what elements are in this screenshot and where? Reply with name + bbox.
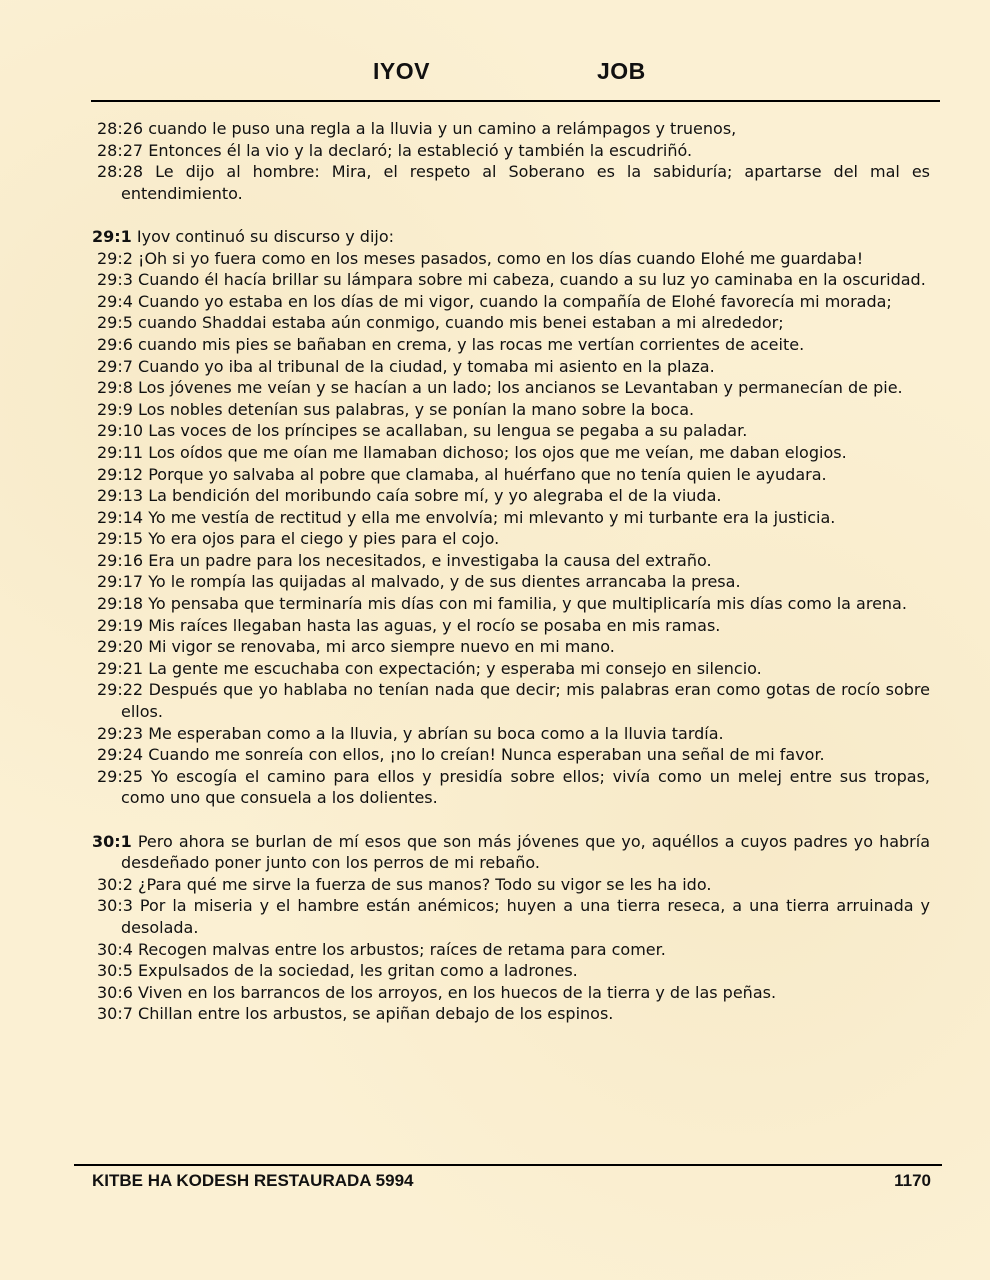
verse (97, 571, 930, 593)
verse-text: Por la miseria y el hambre están anémicos; huyen a una tierra reseca, a una tierra arruinada y desolada. (121, 896, 930, 937)
verse (97, 312, 930, 334)
verse-text: La bendición del moribundo caía sobre mí, y yo alegraba el de la viuda. (148, 486, 722, 506)
verse-ref: 28:26 (97, 119, 144, 138)
verse (97, 442, 930, 464)
verse (97, 420, 930, 442)
verse-text: cuando Shaddai estaba aún conmigo, cuando mis benei estaban a mi alrededor; (138, 313, 784, 333)
verse (97, 118, 930, 140)
verse (97, 593, 930, 615)
verse-text: Me esperaban como a la lluvia, y abrían su boca como a la lluvia tardía. (148, 723, 724, 743)
verse (97, 399, 930, 421)
verse-text: Mi vigor se renovaba, mi arco siempre nuevo en mi mano. (148, 637, 615, 657)
verse (97, 464, 930, 486)
verse (97, 636, 930, 658)
verse (97, 334, 930, 356)
verse (97, 766, 930, 809)
verse-ref: 29:3 (97, 270, 133, 290)
verse-ref: 29:10 (97, 421, 144, 441)
verse (97, 744, 930, 766)
verse-ref: 30:7 (97, 1004, 133, 1024)
verse (97, 615, 930, 637)
verse-ref: 29:16 (97, 550, 144, 570)
verse-text: Expulsados de la sociedad, les gritan como a ladrones. (138, 961, 578, 981)
scripture-text (92, 118, 931, 1025)
verse-text: Le dijo al hombre: Mira, el respeto al Soberano es la sabiduría; apartarse del mal es entendimiento. (121, 162, 930, 203)
verse (97, 895, 930, 938)
verse-text: Cuando yo iba al tribunal de la ciudad, y tomaba mi asiento en la plaza. (138, 356, 715, 376)
verse-ref: 30:4 (97, 939, 133, 959)
verse-ref: 28:28 (97, 162, 144, 182)
verse-ref: 28:27 (97, 140, 144, 160)
verse-ref: 30:6 (97, 982, 133, 1002)
verse-text: ¿Para qué me sirve la fuerza de sus manos? Todo su vigor se les ha ido. (138, 874, 712, 894)
chapter-start-verse (92, 831, 930, 874)
verse-ref: 30:5 (97, 961, 133, 981)
verse-ref: 29:20 (97, 637, 144, 657)
verse-text: Recogen malvas entre los arbustos; raíces de retama para comer. (138, 939, 666, 959)
chapter-verse-ref: 29:1 (92, 226, 132, 246)
verse-ref: 29:12 (97, 464, 144, 484)
page-number: 1170 (894, 1171, 931, 1190)
verse-text: Yo pensaba que terminaría mis días con mi familia, y que multiplicaría mis días como la arena. (148, 594, 907, 614)
verse (97, 982, 930, 1004)
verse-ref: 29:17 (97, 572, 144, 592)
verse-ref: 29:7 (97, 356, 133, 376)
footer-book-title: KITBE HA KODESH RESTAURADA 5994 (92, 1171, 414, 1190)
verse-ref: 29:14 (97, 507, 144, 527)
footer-divider (74, 1164, 942, 1166)
chapter-start-verse (92, 226, 930, 248)
verse-ref: 29:5 (97, 313, 133, 333)
verse-text: La gente me escuchaba con expectación; y esperaba mi consejo en silencio. (148, 658, 762, 678)
verse (97, 269, 930, 291)
book-title: JOB (597, 58, 646, 84)
verse-ref: 29:23 (97, 723, 144, 743)
verse-text: Pero ahora se burlan de mí esos que son más jóvenes que yo, aquéllos a cuyos padres yo habría desdeñado poner junto con los perros de mi rebaño. (121, 831, 930, 873)
verse-text: Yo era ojos para el ciego y pies para el cojo. (148, 529, 500, 549)
verse-text: Porque yo salvaba al pobre que clamaba, al huérfano que no tenía quien le ayudara. (148, 464, 827, 484)
verse-text: Chillan entre los arbustos, se apiñan debajo de los espinos. (138, 1004, 614, 1024)
verse (97, 485, 930, 507)
verse (97, 723, 930, 745)
verse (97, 161, 930, 204)
verse-ref: 29:19 (97, 615, 144, 635)
verse-text: Los oídos que me oían me llamaban dichoso; los ojos que me veían, me daban elogios. (148, 442, 847, 462)
verse-text: ¡Oh si yo fuera como en los meses pasados, como en los días cuando Elohé me guardaba! (138, 248, 864, 268)
verse-ref: 30:3 (97, 896, 133, 916)
verse-ref: 29:6 (97, 334, 133, 354)
verse-text: Los jóvenes me veían y se hacían a un lado; los ancianos se Levantaban y permanecían de pie. (138, 378, 903, 398)
verse (97, 528, 930, 550)
verse-ref: 29:21 (97, 658, 144, 678)
header-divider (91, 100, 940, 102)
verse-text: Viven en los barrancos de los arroyos, en los huecos de la tierra y de las peñas. (138, 982, 777, 1002)
verse-ref: 29:2 (97, 248, 133, 268)
verse (97, 939, 930, 961)
verse-text: Era un padre para los necesitados, e investigaba la causa del extraño. (148, 550, 712, 570)
verse (97, 1003, 930, 1025)
page-header (0, 58, 990, 90)
verse (97, 356, 930, 378)
verse (97, 960, 930, 982)
verse-ref: 30:2 (97, 874, 133, 894)
verse-ref: 29:11 (97, 442, 144, 462)
verse-text: Las voces de los príncipes se acallaban, su lengua se pegaba a su paladar. (148, 421, 748, 441)
verse-text: Cuando me sonreía con ellos, ¡no lo creían! Nunca esperaban una señal de mi favor. (148, 745, 825, 765)
verse-text: Mis raíces llegaban hasta las aguas, y el rocío se posaba en mis ramas. (148, 615, 721, 635)
verse-text: Yo le rompía las quijadas al malvado, y de sus dientes arrancaba la presa. (148, 572, 741, 592)
verse-text: Yo escogía el camino para ellos y presidía sobre ellos; vivía como un melej entre sus tropas, como uno que consuela a los dolientes. (121, 766, 930, 808)
verse (97, 248, 930, 270)
verse (97, 507, 930, 529)
verse-text: Cuando yo estaba en los días de mi vigor, cuando la compañía de Elohé favorecía mi morada; (138, 291, 892, 311)
verse-text: Cuando él hacía brillar su lámpara sobre mi cabeza, cuando a su luz yo caminaba en la oscuridad. (138, 270, 926, 290)
hebrew-book-title: IYOV (373, 58, 430, 84)
verse (97, 550, 930, 572)
verse-ref: 29:18 (97, 594, 144, 614)
verse-text: Iyov continuó su discurso y dijo: (136, 226, 395, 246)
verse-text: Yo me vestía de rectitud y ella me envolvía; mi mlevanto y mi turbante era la justicia. (148, 507, 836, 527)
verse (97, 140, 930, 162)
verse-text: cuando le puso una regla a la lluvia y un camino a relámpagos y truenos, (148, 119, 737, 138)
verse (97, 658, 930, 680)
verse-text: Entonces él la vio y la declaró; la estableció y también la escudriñó. (148, 140, 693, 160)
verse-ref: 29:8 (97, 378, 133, 398)
verse-text: cuando mis pies se bañaban en crema, y las rocas me vertían corrientes de aceite. (138, 334, 805, 354)
verse (97, 874, 930, 896)
verse-ref: 29:15 (97, 529, 144, 549)
verse-ref: 29:24 (97, 745, 144, 765)
verse-text: Después que yo hablaba no tenían nada que decir; mis palabras eran como gotas de rocío sobre ellos. (121, 680, 931, 722)
verse-ref: 29:22 (97, 680, 144, 700)
verse-ref: 29:9 (97, 399, 133, 419)
verse-ref: 29:4 (97, 291, 133, 311)
verse-ref: 29:13 (97, 486, 144, 506)
chapter-verse-ref: 30:1 (92, 831, 132, 851)
verse (97, 291, 930, 313)
verse (97, 377, 930, 399)
verse-ref: 29:25 (97, 766, 144, 786)
verse-text: Los nobles detenían sus palabras, y se ponían la mano sobre la boca. (138, 399, 695, 419)
verse (97, 679, 930, 722)
